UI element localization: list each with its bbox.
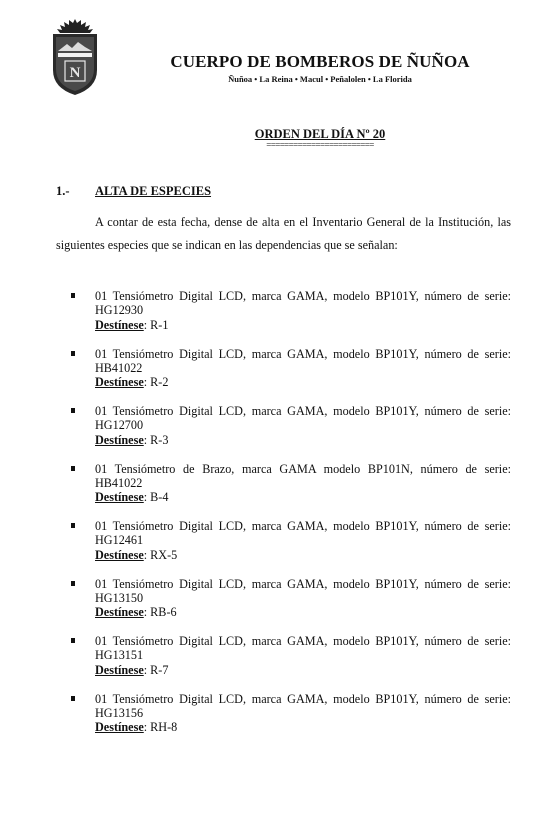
item-serial-number: HG12700: [95, 418, 144, 433]
list-item: [0, 519, 550, 577]
bullet-icon: [71, 351, 75, 356]
order-title: ORDEN DEL DÍA Nº 20: [254, 127, 386, 141]
item-body: [95, 692, 511, 735]
section-number: 1.-: [56, 184, 70, 198]
list-item: [0, 404, 550, 462]
destination-label: Destínese: [95, 490, 144, 505]
section-title: ALTA DE ESPECIES: [95, 184, 212, 198]
item-serial-number: HG12930: [95, 303, 144, 318]
destination-label: Destínese: [95, 432, 144, 447]
list-item: [0, 634, 550, 692]
item-body: [95, 519, 511, 562]
list-item: [0, 692, 550, 750]
item-serial-number: HG12461: [95, 533, 144, 548]
item-body: [95, 462, 511, 505]
destination-value: : R-3: [143, 432, 169, 447]
item-serial-number: HB41022: [95, 360, 143, 375]
item-destination: [95, 433, 511, 447]
item-destination: [95, 720, 511, 734]
items-list: [0, 289, 550, 749]
item-destination: [95, 548, 511, 562]
item-description: 01 Tensiómetro de Brazo, marca GAMA modelo BP101N, número de serie:: [95, 461, 511, 476]
destination-value: : B-4: [143, 490, 169, 505]
item-description: 01 Tensiómetro Digital LCD, marca GAMA, modelo BP101Y, número de serie:: [95, 634, 511, 648]
list-item: [0, 347, 550, 405]
bullet-icon: [71, 581, 75, 586]
list-item: [0, 289, 550, 347]
item-body: [95, 347, 511, 390]
title-double-rule: ========================: [266, 140, 374, 150]
destination-label: Destínese: [95, 720, 144, 735]
item-destination: [95, 375, 511, 389]
item-body: [95, 577, 511, 620]
destination-label: Destínese: [95, 662, 144, 677]
item-destination: [95, 318, 511, 332]
item-body: [95, 404, 511, 447]
item-description: 01 Tensiómetro Digital LCD, marca GAMA, modelo BP101Y, número de serie:: [95, 404, 511, 418]
destination-label: Destínese: [95, 317, 144, 332]
destination-value: : R-2: [143, 375, 169, 390]
item-body: [95, 634, 511, 677]
item-serial-number: HG13156: [95, 705, 144, 720]
bullet-icon: [71, 638, 75, 643]
list-item: [0, 577, 550, 635]
list-item: [0, 462, 550, 520]
bullet-icon: [71, 696, 75, 701]
item-serial-number: HG13151: [95, 648, 144, 663]
intro-paragraph: A contar de esta fecha, dense de alta en el Inventario General de la Institución, las siguientes especies que se indican en las dependencias que se señalan:: [56, 215, 511, 252]
bullet-icon: [71, 408, 75, 413]
svg-text:N: N: [69, 65, 81, 81]
organization-title: CUERPO DE BOMBEROS DE ÑUÑOA: [170, 52, 470, 71]
item-description: 01 Tensiómetro Digital LCD, marca GAMA, modelo BP101Y, número de serie:: [95, 519, 511, 533]
destination-value: : RX-5: [143, 547, 178, 562]
destination-value: : RB-6: [143, 605, 177, 620]
destination-label: Destínese: [95, 547, 144, 562]
item-description: 01 Tensiómetro Digital LCD, marca GAMA, modelo BP101Y, número de serie:: [95, 576, 511, 591]
item-serial-number: HG13150: [95, 590, 144, 605]
item-destination: [95, 605, 511, 619]
destination-label: Destínese: [95, 375, 144, 390]
destination-label: Destínese: [95, 605, 144, 620]
bullet-icon: [71, 523, 75, 528]
item-description: 01 Tensiómetro Digital LCD, marca GAMA, modelo BP101Y, número de serie:: [95, 289, 511, 303]
item-description: 01 Tensiómetro Digital LCD, marca GAMA, modelo BP101Y, número de serie:: [95, 691, 511, 706]
item-destination: [95, 663, 511, 677]
destination-value: : R-7: [143, 662, 169, 677]
bullet-icon: [71, 466, 75, 471]
bullet-icon: [71, 293, 75, 298]
destination-value: : R-1: [143, 317, 169, 332]
item-destination: [95, 490, 511, 504]
item-serial-number: HB41022: [95, 475, 143, 490]
item-description: 01 Tensiómetro Digital LCD, marca GAMA, modelo BP101Y, número de serie:: [95, 346, 511, 361]
communes-subtitle: Ñuñoa • La Reina • Macul • Peñalolen • La Florida: [228, 74, 412, 84]
destination-value: : RH-8: [143, 720, 178, 735]
item-body: [95, 289, 511, 332]
fire-department-crest-logo: [50, 18, 100, 96]
